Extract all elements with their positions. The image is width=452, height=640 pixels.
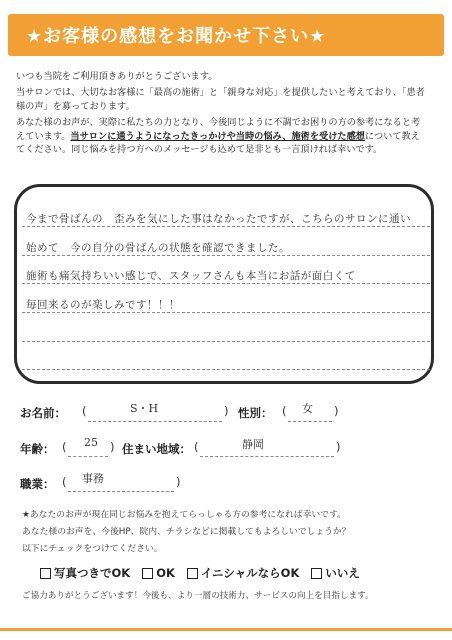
name-value: S・H	[130, 402, 159, 415]
ruled-line	[22, 341, 430, 342]
intro-text	[16, 70, 441, 159]
intro-line: 当サロンでは、大切なお客様に「最高の施術」と「親身な対応」を提供したいと考えており、「患者	[16, 87, 425, 99]
ruled-line	[22, 226, 430, 227]
page-title-banner	[8, 14, 444, 56]
paren-open: (	[62, 475, 67, 489]
gender-underline	[288, 421, 332, 422]
page-title: ★お客様の感想をお聞かせ下さい★	[26, 26, 327, 47]
checkbox-icon[interactable]	[311, 568, 322, 579]
option-label: いいえ	[325, 566, 360, 580]
intro-line: てください。同じ悩みを持つ方へのメッセージも込めて是非とも一言頂ければ幸いです。	[16, 144, 383, 156]
option-label: 写真つきでOK	[54, 566, 131, 580]
checkbox-icon[interactable]	[187, 568, 198, 579]
permission-options	[40, 565, 360, 581]
footer-text: ご協力ありがとうございます！今後も、より一層の技術力、サービスの向上を目指します。	[22, 591, 374, 601]
intro-paragraph	[16, 86, 441, 113]
bottom-accent-bar	[0, 628, 452, 631]
paren-close: )	[224, 404, 229, 418]
paren-open: (	[194, 440, 199, 454]
option-no[interactable]	[311, 565, 360, 581]
paren-open: (	[62, 440, 67, 454]
ruled-line	[22, 312, 430, 313]
comment-line-3: 施術も痛気持ちいい感じで、スタッフさんも本当にお話が面白くて	[26, 270, 356, 282]
age-value: 25	[84, 436, 98, 449]
note-line: ★あなたのお声が現在同じお悩みを抱えてらっしゃる方の参考になれば幸いです。	[22, 510, 346, 520]
paren-open: (	[82, 404, 87, 418]
name-label: お名前：	[20, 406, 66, 420]
option-initials-ok[interactable]	[187, 565, 300, 581]
intro-line: えています。	[16, 130, 71, 142]
note-line: 以下にチェックをつけてください。	[22, 544, 163, 554]
option-ok[interactable]	[142, 565, 175, 581]
gender-value: 女	[302, 402, 313, 415]
comment-line-4: 毎回来るのが楽しみです！！！	[26, 299, 180, 311]
paren-close: )	[110, 440, 115, 454]
intro-line: いつも当院をご利用頂きありがとうございます。	[16, 71, 218, 82]
name-underline	[88, 421, 222, 422]
intro-emphasis: 当サロンに通うようになったきっかけや当時の悩み、施術を受けた感想	[70, 130, 365, 142]
age-label: 年齢：	[20, 442, 55, 456]
intro-line: について教え	[364, 130, 420, 142]
ruled-line	[22, 283, 430, 284]
paren-close: )	[334, 404, 339, 418]
checkbox-icon[interactable]	[142, 568, 153, 579]
comment-line-1: 今まで骨ばんの 歪みを気にした事はなかったですが、こちらのサロンに通い	[26, 213, 411, 225]
paren-close: )	[336, 440, 341, 454]
comment-line-2: 始めて 今の自分の骨ばんの状態を確認できました。	[26, 242, 290, 254]
checkbox-icon[interactable]	[40, 568, 51, 579]
paren-open: (	[282, 404, 287, 418]
option-label: イニシャルならOK	[200, 566, 300, 580]
option-label: OK	[156, 566, 175, 580]
option-photo-ok[interactable]	[40, 565, 130, 581]
area-underline	[200, 456, 334, 457]
job-label: 職業：	[20, 477, 55, 491]
job-underline	[68, 491, 174, 492]
job-value: 事務	[82, 472, 104, 485]
gender-label: 性別：	[238, 406, 273, 420]
age-underline	[68, 456, 108, 457]
intro-line: あなた様のお声が、実際に私たちの力となり、今後同じように不調でお困りの方の参考になると考	[16, 117, 421, 129]
ruled-line	[22, 255, 430, 256]
area-label: 住まい地域：	[122, 442, 191, 456]
intro-line: 様の声」を募っております。	[16, 100, 135, 112]
ruled-line	[22, 369, 430, 370]
paren-close: )	[176, 475, 181, 489]
intro-paragraph	[16, 116, 441, 156]
note-line: あなた様のお声を、今後HP、院内、チラシなどに掲載してもよろしいでしょうか？	[22, 527, 351, 537]
area-value: 静岡	[242, 438, 264, 451]
